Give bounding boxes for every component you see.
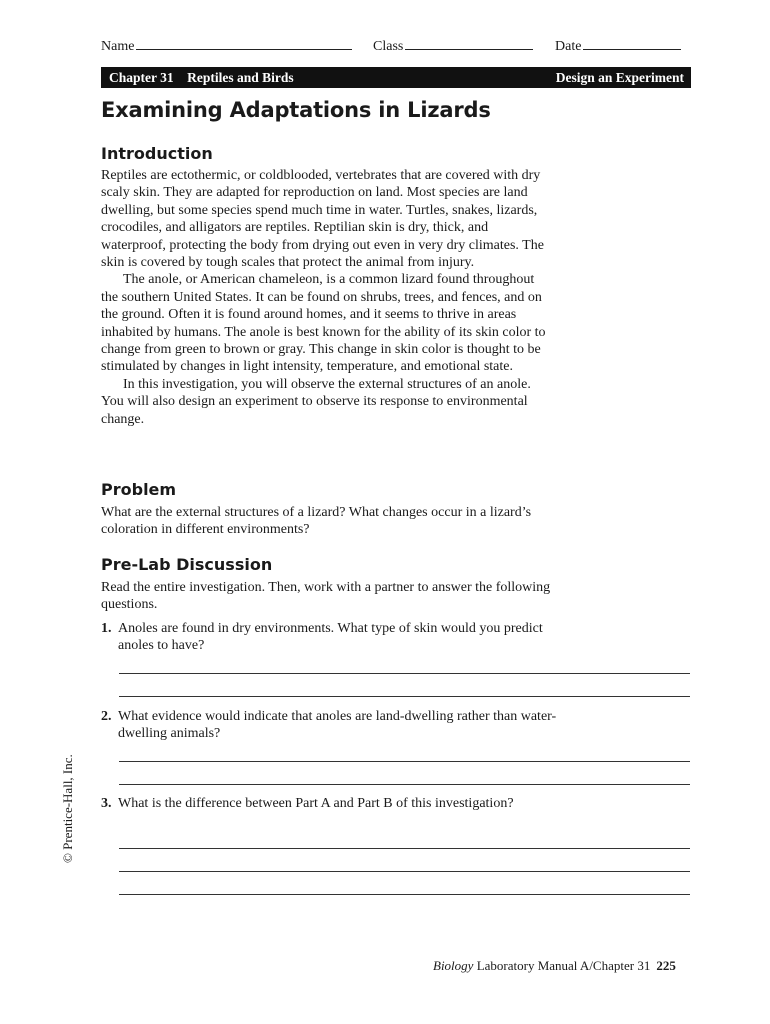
introduction-heading: Introduction (101, 144, 213, 163)
problem-heading: Problem (101, 480, 177, 499)
class-field[interactable] (373, 37, 533, 55)
answer-line[interactable] (119, 871, 690, 872)
answer-line[interactable] (119, 894, 690, 895)
name-label: Name (101, 39, 135, 54)
footer-book-title: Biology (433, 958, 474, 973)
question-number: 2. (101, 709, 112, 724)
answer-line[interactable] (119, 784, 690, 785)
chapter-bar (101, 67, 691, 88)
copyright-notice: © Prentice-Hall, Inc. (60, 754, 75, 863)
class-label: Class (373, 39, 404, 54)
introduction-body (101, 167, 553, 428)
date-blank[interactable] (583, 37, 681, 50)
page-number: 225 (656, 958, 676, 973)
page-title: Examining Adaptations in Lizards (101, 98, 491, 122)
date-field[interactable] (555, 37, 681, 55)
question-text: Anoles are found in dry environments. What type of skin would you predict anoles to have? (118, 621, 543, 654)
answer-line[interactable] (119, 848, 690, 849)
date-label: Date (555, 39, 582, 54)
name-field[interactable] (101, 37, 352, 55)
class-blank[interactable] (405, 37, 533, 50)
page-footer (433, 958, 676, 974)
question-number: 1. (101, 621, 112, 636)
chapter-label: Chapter 31 Reptiles and Birds (109, 70, 294, 85)
answer-line[interactable] (119, 761, 690, 762)
intro-paragraph: In this investigation, you will observe the external structures of an anole. You will also design an experiment to observe its response to environmental change. (101, 376, 531, 427)
prelab-heading: Pre-Lab Discussion (101, 555, 273, 574)
prelab-intro: Read the entire investigation. Then, work with a partner to answer the following questions. (101, 580, 551, 613)
activity-type-label: Design an Experiment (555, 70, 684, 85)
answer-line[interactable] (119, 696, 690, 697)
intro-paragraph: The anole, or American chameleon, is a common lizard found throughout the southern United States. It can be found on shrubs, trees, and fences, and on the ground. Often it is found around homes, and it seems to thrive in areas inhabited by humans. The anole is best known for the ability of its skin color to change from green to brown or gray. This change in skin color is thought to be stimulated by changes in light intensity, temperature, and emotional state. (101, 272, 546, 375)
answer-line[interactable] (119, 673, 690, 674)
question-text: What is the difference between Part A and Part B of this investigation? (118, 796, 514, 811)
footer-manual-label: Laboratory Manual A/Chapter 31 (473, 958, 651, 973)
question-text: What evidence would indicate that anoles are land-dwelling rather than water-dwelling animals? (118, 709, 557, 742)
intro-paragraph: Reptiles are ectothermic, or coldblooded, vertebrates that are covered with dry scaly skin. They are adapted for reproduction on land. Most species are land dwelling, but some species spend much time in water. Turtles, snakes, lizards, crocodiles, and alligators are reptiles. Reptilian skin is dry, thick, and waterproof, protecting the body from drying out even in very dry climates. The skin is covered by tough scales that protect the animal from injury. (101, 168, 544, 271)
problem-text: What are the external structures of a lizard? What changes occur in a lizard’s coloration in different environments? (101, 505, 532, 538)
question-number: 3. (101, 796, 112, 811)
name-blank[interactable] (136, 37, 352, 50)
